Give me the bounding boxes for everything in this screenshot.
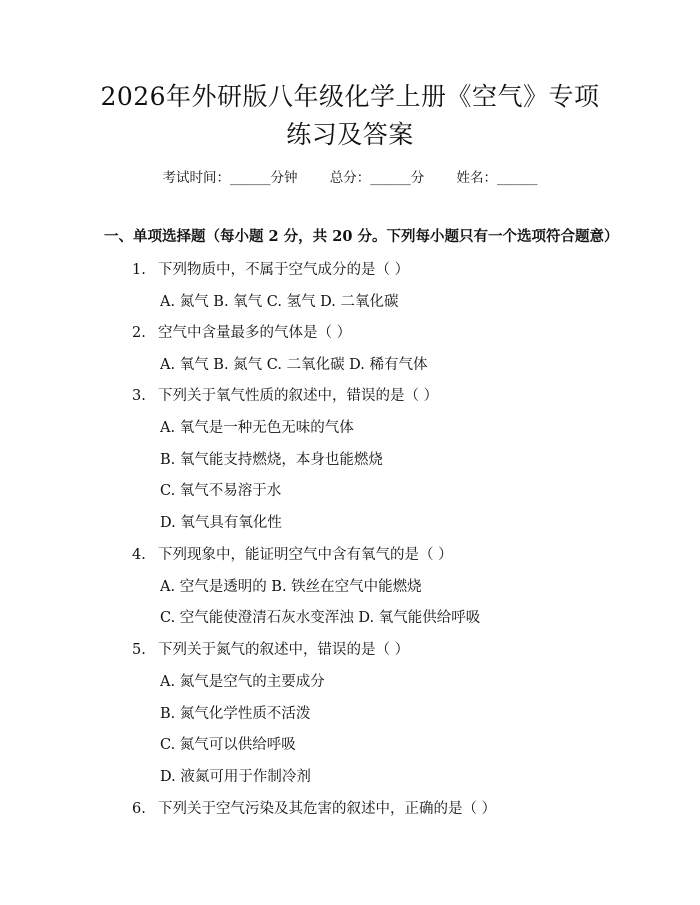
exam-meta [0, 168, 700, 188]
question-6 [132, 798, 496, 820]
question-stem: 下列关于氧气性质的叙述中，错误的是（ ） [158, 388, 439, 404]
exam-score: 总分：______分 [329, 170, 425, 186]
question-5 [132, 639, 409, 661]
question-number: 3. [132, 388, 146, 404]
title-line-1: 2026年外研版八年级化学上册《空气》专项 [100, 82, 600, 111]
question-3-option-a: A. 氧气是一种无色无味的气体 [160, 420, 354, 436]
question-4-options-ab: A. 空气是透明的 B. 铁丝在空气中能燃烧 [160, 579, 422, 595]
question-3 [132, 385, 438, 407]
question-number: 1. [132, 262, 146, 278]
question-stem: 空气中含量最多的气体是（ ） [158, 325, 352, 341]
question-2 [132, 322, 351, 344]
page-title [0, 78, 700, 154]
question-1-options: A. 氮气 B. 氧气 C. 氢气 D. 二氧化碳 [160, 294, 399, 310]
question-number: 5. [132, 642, 146, 658]
title-line-2: 练习及答案 [286, 120, 414, 149]
student-name: 姓名：______ [456, 170, 538, 186]
question-3-option-c: C. 氧气不易溶于水 [160, 483, 282, 499]
section-heading: 一、单项选择题（每小题 2 分，共 20 分。下列每小题只有一个选项符合题意） [104, 228, 619, 245]
question-5-option-a: A. 氮气是空气的主要成分 [160, 674, 325, 690]
question-number: 6. [132, 801, 146, 817]
question-2-options: A. 氧气 B. 氮气 C. 二氧化碳 D. 稀有气体 [160, 357, 428, 373]
question-3-option-d: D. 氧气具有氧化性 [160, 515, 282, 531]
question-5-option-b: B. 氮气化学性质不活泼 [160, 706, 311, 722]
question-stem: 下列关于氮气的叙述中，错误的是（ ） [158, 642, 410, 658]
exam-time: 考试时间：______分钟 [162, 170, 298, 186]
question-1 [132, 259, 409, 281]
question-number: 2. [132, 325, 146, 341]
question-3-option-b: B. 氧气能支持燃烧，本身也能燃烧 [160, 452, 383, 468]
question-stem: 下列现象中，能证明空气中含有氧气的是（ ） [158, 547, 453, 563]
question-5-option-c: C. 氮气可以供给呼吸 [160, 737, 296, 753]
question-number: 4. [132, 547, 146, 563]
question-4-options-cd: C. 空气能使澄清石灰水变浑浊 D. 氧气能供给呼吸 [160, 610, 481, 626]
question-stem: 下列关于空气污染及其危害的叙述中，正确的是（ ） [158, 801, 497, 817]
question-5-option-d: D. 液氮可用于作制冷剂 [160, 769, 311, 785]
question-stem: 下列物质中，不属于空气成分的是（ ） [158, 262, 410, 278]
question-4 [132, 544, 453, 566]
